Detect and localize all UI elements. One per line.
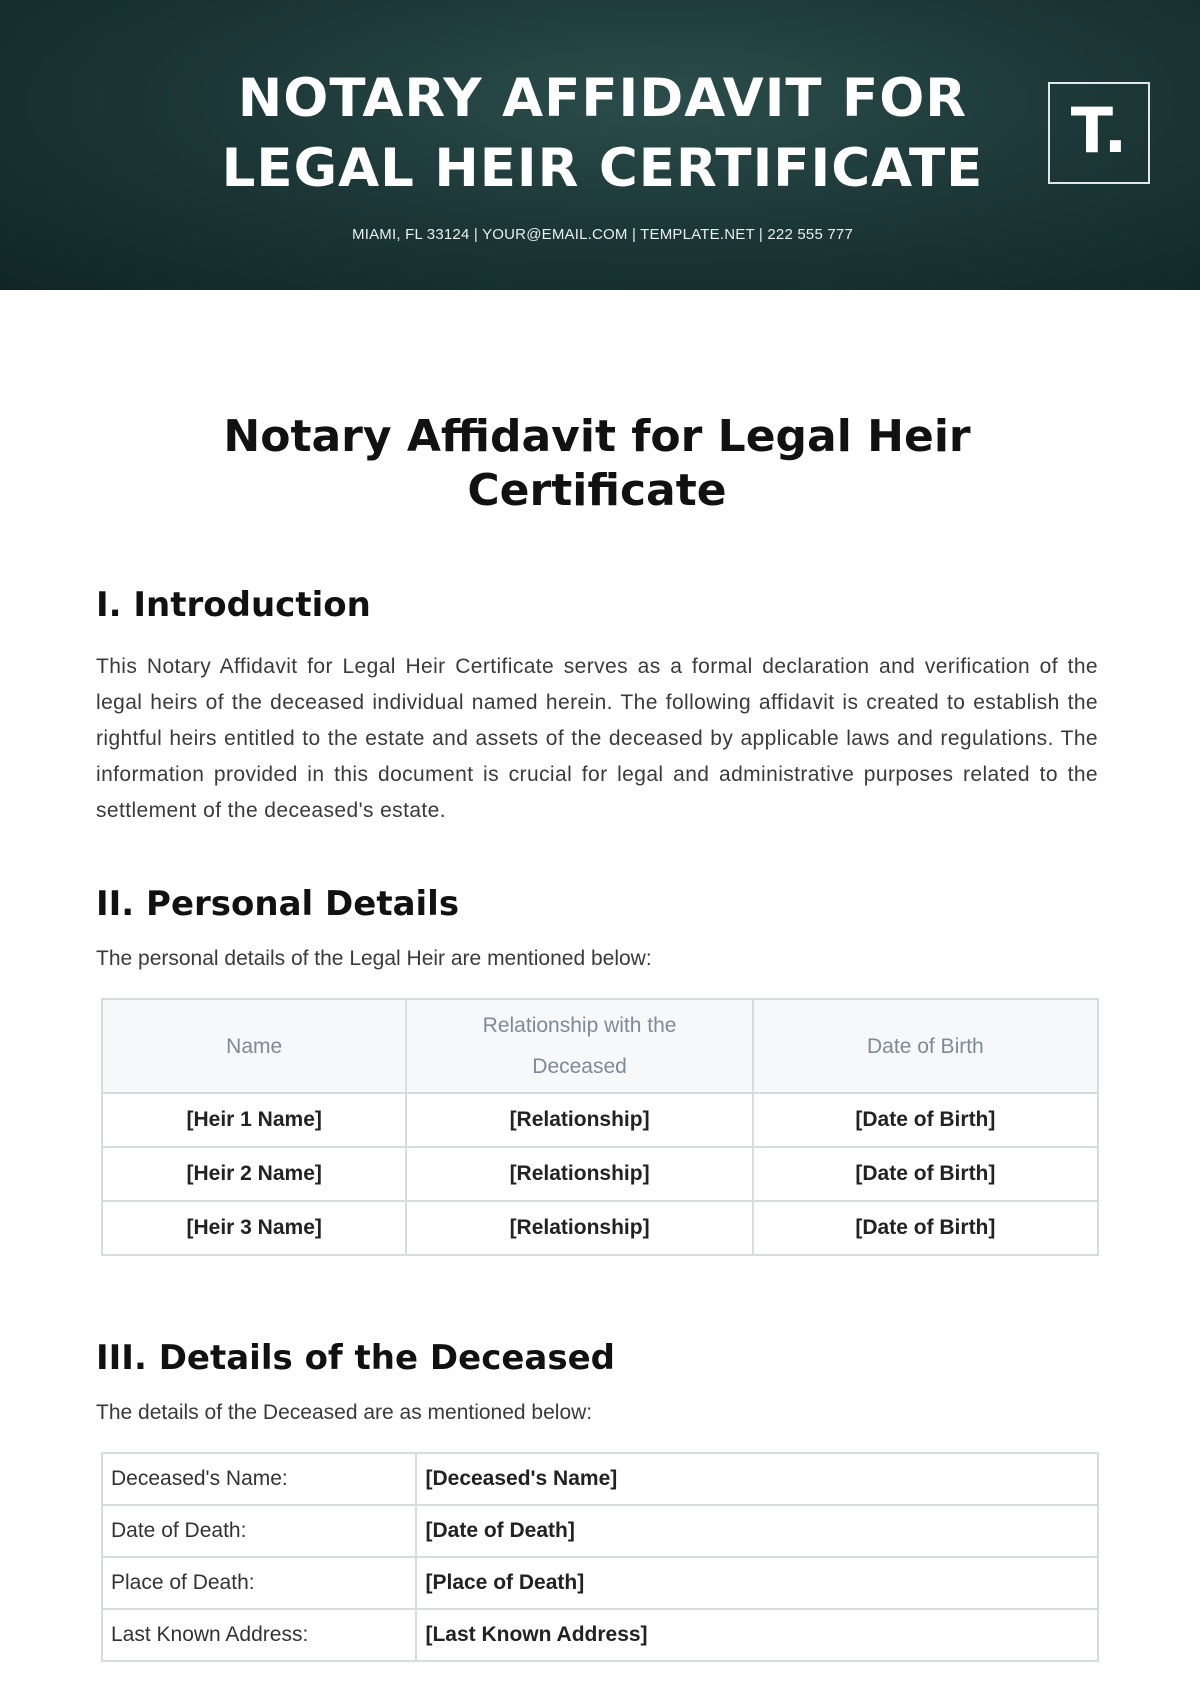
header-title-line-2: LEGAL HEIR CERTIFICATE — [221, 138, 984, 199]
introduction-paragraph: This Notary Affidavit for Legal Heir Certificate serves as a formal declaration and verification of the legal heirs of the deceased individual named herein. The following affidavit is created to establish the rightful heirs entitled to the estate and assets of the deceased by applicable laws and regulations. The information provided in this document is crucial for legal and administrative purposes related to the settlement of the deceased's estate. — [96, 655, 1098, 822]
deceased-details-lead: The details of the Deceased are as mentioned below: — [96, 1401, 593, 1424]
field-label: Last Known Address: — [102, 1609, 416, 1661]
heir-name-cell: [Heir 3 Name] — [102, 1201, 406, 1255]
deceased-details-table — [101, 1452, 1099, 1662]
heirs-table — [101, 998, 1099, 1256]
logo-text: T. — [1070, 94, 1128, 167]
section-heading-details-of-deceased: III. Details of the Deceased — [96, 1338, 615, 1378]
heirs-table-header-row — [102, 999, 1098, 1093]
heir-name-cell: [Heir 2 Name] — [102, 1147, 406, 1201]
column-header-relationship: Relationship with the Deceased — [406, 999, 752, 1093]
table-row — [102, 1147, 1098, 1201]
heir-dob-cell: [Date of Birth] — [753, 1201, 1098, 1255]
heir-dob-cell: [Date of Birth] — [753, 1147, 1098, 1201]
heir-name-cell: [Heir 1 Name] — [102, 1093, 406, 1147]
heir-relationship-cell: [Relationship] — [406, 1093, 752, 1147]
section-heading-introduction: I. Introduction — [96, 585, 371, 625]
table-row — [102, 1505, 1098, 1557]
logo — [1048, 82, 1150, 184]
column-header-date-of-birth: Date of Birth — [753, 999, 1098, 1093]
table-row — [102, 1557, 1098, 1609]
field-value: [Deceased's Name] — [416, 1453, 1098, 1505]
heir-relationship-cell: [Relationship] — [406, 1201, 752, 1255]
field-label: Date of Death: — [102, 1505, 416, 1557]
heir-dob-cell: [Date of Birth] — [753, 1093, 1098, 1147]
document-body — [96, 290, 1098, 1662]
header-banner — [0, 0, 1200, 290]
table-row — [102, 1201, 1098, 1255]
header-title — [0, 64, 1200, 204]
field-label: Place of Death: — [102, 1557, 416, 1609]
field-value: [Last Known Address] — [416, 1609, 1098, 1661]
section-heading-personal-details: II. Personal Details — [96, 884, 460, 924]
field-value: [Place of Death] — [416, 1557, 1098, 1609]
table-row — [102, 1453, 1098, 1505]
personal-details-lead: The personal details of the Legal Heir are mentioned below: — [96, 947, 652, 970]
table-row — [102, 1093, 1098, 1147]
header-contact-info: MIAMI, FL 33124 | YOUR@EMAIL.COM | TEMPLATE.NET | 222 555 777 — [352, 226, 853, 243]
header-title-line-1: NOTARY AFFIDAVIT FOR — [237, 68, 968, 129]
table-row — [102, 1609, 1098, 1661]
field-value: [Date of Death] — [416, 1505, 1098, 1557]
column-header-name: Name — [102, 999, 406, 1093]
field-label: Deceased's Name: — [102, 1453, 416, 1505]
heir-relationship-cell: [Relationship] — [406, 1147, 752, 1201]
document-title: Notary Affidavit for Legal Heir Certificate — [223, 411, 971, 516]
